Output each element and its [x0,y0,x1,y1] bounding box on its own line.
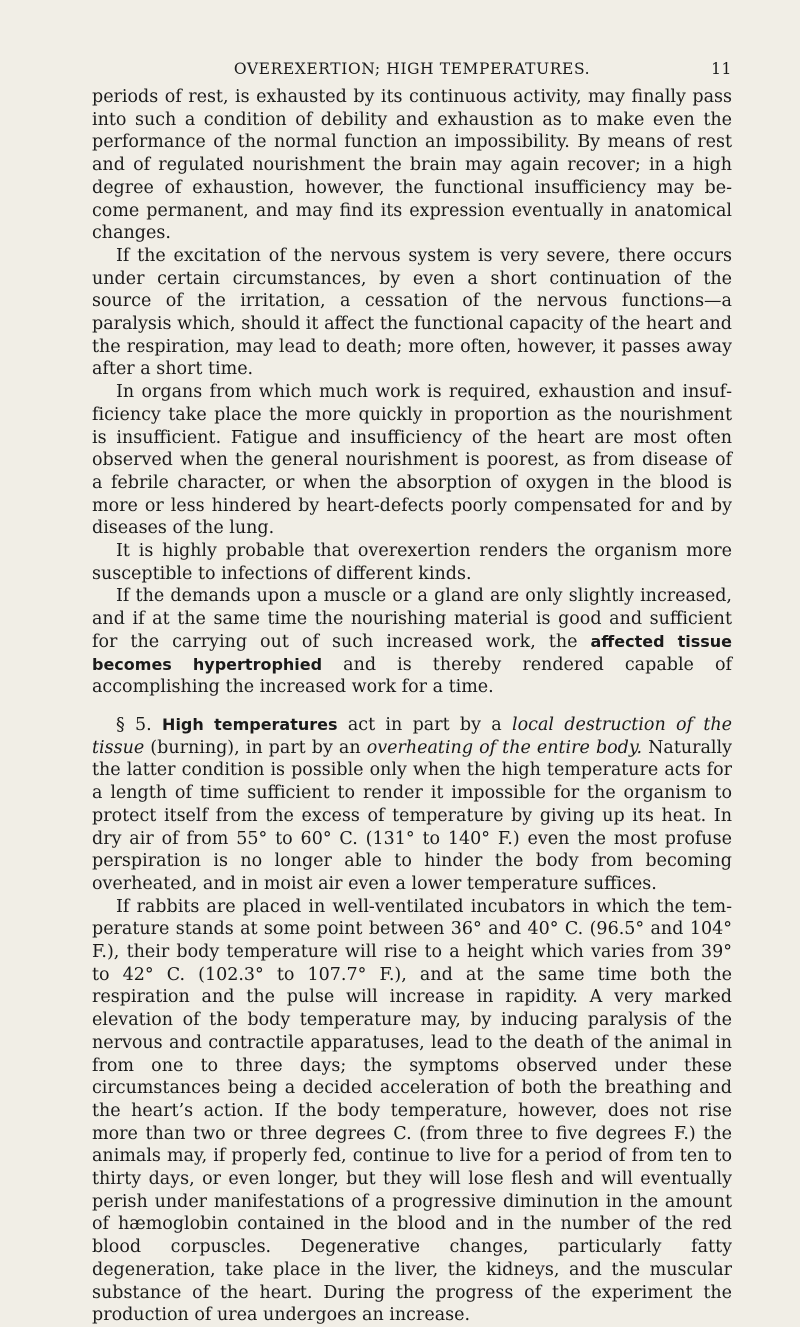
paragraph-infection-susceptibility: It is highly probable that overexertion renders the organism more susceptible to infections of different kinds. [92,541,732,584]
overheating-term: overheating of the entire body. [366,737,643,758]
section-5-paragraph [92,714,732,896]
hypertrophy-text-after: and is thereby rendered capable of accomplishing the increased work for a time. [92,654,732,698]
section-marker: § 5. [116,714,163,735]
paragraph-nervous-excitation: If the excitation of the nervous system is very severe, there occurs under certain circumstances, by even a short continuation of the source of the irritation, a cessation of the nervous functions—a paralysis which, should it affect the functional capacity of the heart and the respiration, may lead to death; more often, however, it passes away after a short time. [92,245,732,380]
paragraph-continuation: periods of rest, is exhausted by its continuous activity, may finally pass into such a condition of debility and exhaustion as to make even the performance of the normal function an impossibility. By means of rest and of regulated nourishment the brain may again recover; in a high degree of exhaustion, however, the functional insufficiency may become permanent, and may find its expression eventually in anatomical changes. [92,87,732,244]
section-heading: High temperatures [162,714,338,734]
hypertrophy-term: affected tissue becomes hypertrophied [92,631,732,674]
body-text [92,86,732,1327]
page-number: 11 [711,60,732,78]
paragraph-rabbit-experiment: If rabbits are placed in well-ventilated incubators in which the temperature stands at some point between 36° and 40° C. (96.5° and 104° F.), their body temperature will rise to a height which varies from 39° to 42° C. (102.3° to 107.7° F.), and at the same time both the respiration and the pulse will increase in rapidity. A very marked elevation of the body temperature may, by inducing paralysis of the nervous and contractile apparatuses, lead to the death of the animal in from one to three days; the symptoms observed under these circumstances being a decided acceleration of both the breathing and the heart’s action. If the body temperature, however, does not rise more than two or three degrees C. (from three to five degrees F.) the animals may, if properly fed, continue to live for a period of from ten to thirty days, or even longer, but they will lose flesh and will eventually perish under manifestations of a progressive diminution in the amount of hæmoglobin contained in the blood and in the number of the red blood corpuscles. Degenerative changes, particularly fatty degeneration, take place in the liver, the kidneys, and the muscular substance of the heart. During the progress of the experiment the production of urea undergoes an increase. [92,896,732,1326]
section-text-b: (burning), in part by an [144,737,367,758]
hypertrophy-text-before: If the demands upon a muscle or a gland are only slightly increased, and if at the same time the nourishing material is good and sufficient for the carrying out of such increased work, the [92,586,732,652]
section-text-a: act in part by a [337,714,513,735]
section-text-c: Naturally the latter condition is possible only when the high temperature acts for a length of time sufficient to render it impossible for the organism to protect itself from the excess of temperature by giving up its heat. In dry air of from 55° to 60° C. (131° to 140° F.) even the most profuse perspiration is no longer able to hinder the body from becoming overheated, and in moist air even a lower temperature suffices. [92,737,733,894]
paragraph-organ-exhaustion: In organs from which much work is required, exhaustion and insufficiency take place the more quickly in proportion as the nourishment is insufficient. Fatigue and insufficiency of the heart are most often observed when the general nourishment is poorest, as from disease of a febrile character, or when the absorption of oxygen in the blood is more or less hindered by heart-defects poorly compensated for and by diseases of the lung. [92,382,732,539]
running-title: OVEREXERTION; HIGH TEMPERATURES. [233,60,591,78]
paragraph-hypertrophy [92,585,732,699]
local-destruction-term: local destruction of the tissue [92,714,732,758]
running-head [92,60,732,84]
